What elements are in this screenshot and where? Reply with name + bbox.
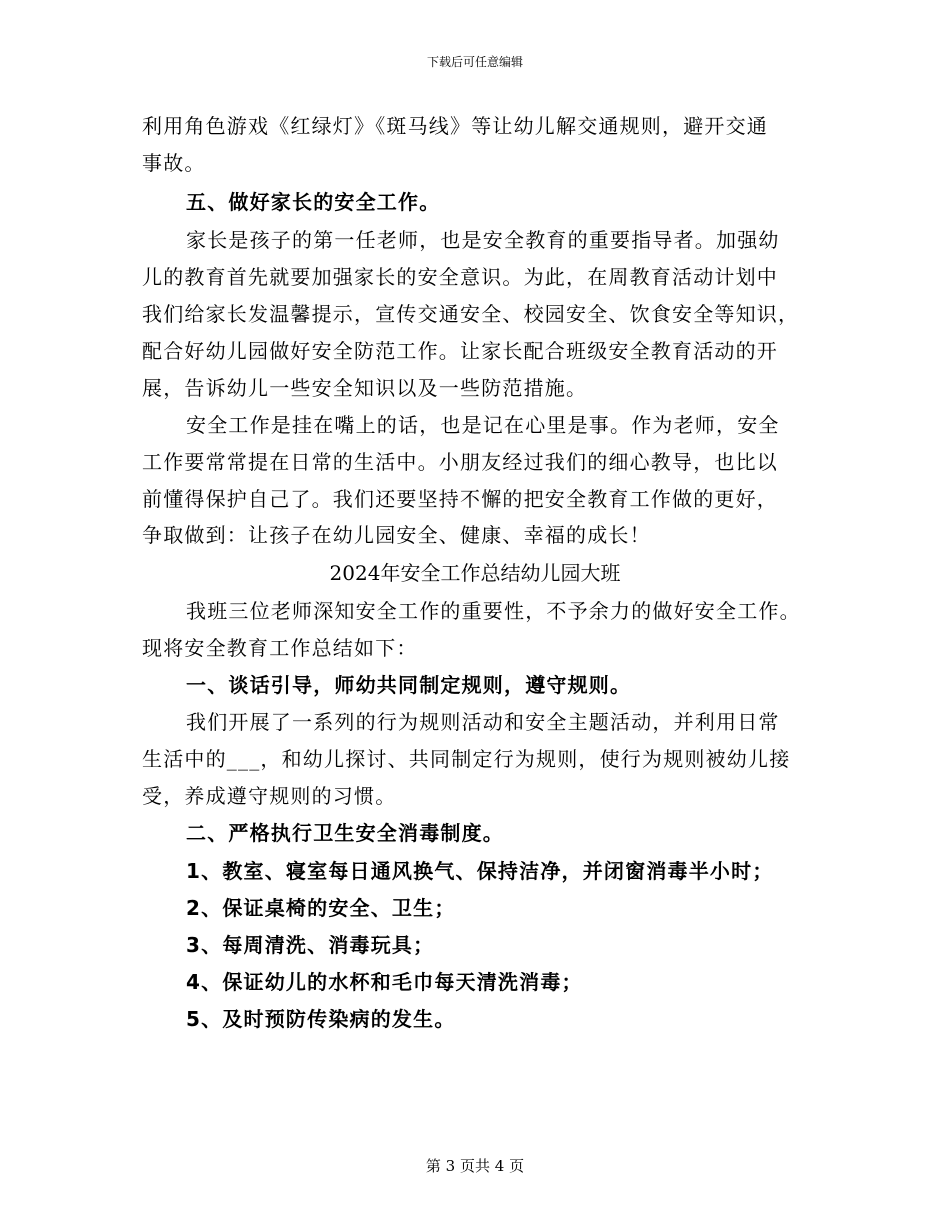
paragraph-line: 我班三位老师深知安全工作的重要性，不予余力的做好安全工作。	[186, 599, 801, 623]
paragraph-line: 受，养成遵守规则的习惯。	[142, 784, 397, 808]
paragraph-line: 儿的教育首先就要加强家长的安全意识。为此，在周教育活动计划中	[142, 265, 778, 289]
list-item: 4、保证幼儿的水杯和毛巾每天清洗消毒；	[186, 970, 583, 994]
page-header: 下载后可任意编辑	[426, 55, 523, 69]
paragraph-line: 我们开展了一系列的行为规则活动和安全主题活动，并利用日常	[186, 710, 780, 734]
paragraph-line: 我们给家长发温馨提示，宣传交通安全、校园安全、饮食安全等知识，	[142, 302, 800, 326]
paragraph-line: 事故。	[142, 151, 206, 175]
page-footer: 第 3 页共 4 页	[425, 1157, 525, 1175]
section-title: 2024年安全工作总结幼儿园大班	[329, 561, 621, 585]
section-heading: 二、严格执行卫生安全消毒制度。	[186, 821, 504, 845]
paragraph-line: 争取做到：让孩子在幼儿园安全、健康、幸福的成长！	[142, 523, 651, 547]
paragraph-line: 前懂得保护自己了。我们还要坚持不懈的把安全教育工作做的更好，	[142, 487, 778, 511]
list-item: 5、及时预防传染病的发生。	[186, 1007, 456, 1031]
section-heading: 五、做好家长的安全工作。	[186, 190, 441, 214]
paragraph-line: 现将安全教育工作总结如下：	[142, 636, 418, 660]
list-item: 2、保证桌椅的安全、卫生；	[186, 896, 456, 920]
paragraph-line: 配合好幼儿园做好安全防范工作。让家长配合班级安全教育活动的开	[142, 339, 778, 363]
paragraph-line: 家长是孩子的第一任老师，也是安全教育的重要指导者。加强幼	[186, 228, 780, 252]
paragraph-line: 展，告诉幼儿一些安全知识以及一些防范措施。	[142, 376, 588, 400]
list-item: 3、每周清洗、消毒玩具；	[186, 933, 435, 957]
section-heading: 一、谈话引导，师幼共同制定规则，遵守规则。	[186, 673, 632, 697]
paragraph-line: 生活中的___，和幼儿探讨、共同制定行为规则，使行为规则被幼儿接	[142, 747, 791, 771]
list-item: 1、教室、寝室每日通风换气、保持洁净，并闭窗消毒半小时；	[186, 859, 774, 883]
paragraph-line: 工作要常常提在日常的生活中。小朋友经过我们的细心教导，也比以	[142, 450, 778, 474]
paragraph-line: 利用角色游戏《红绿灯》《斑马线》等让幼儿解交通规则，避开交通	[142, 114, 768, 138]
paragraph-line: 安全工作是挂在嘴上的话，也是记在心里是事。作为老师，安全	[186, 413, 780, 437]
